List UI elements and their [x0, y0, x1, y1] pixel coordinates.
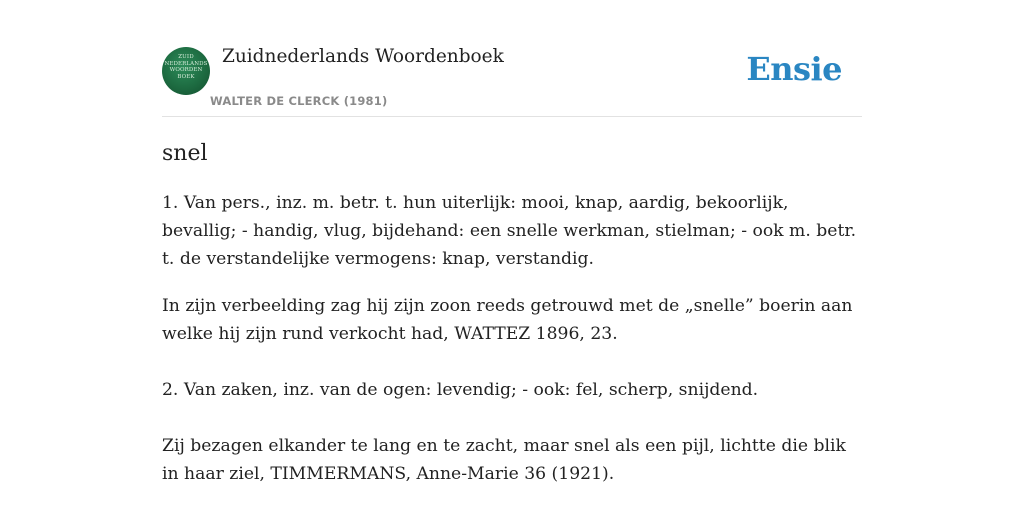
- definition-1: 1. Van pers., inz. m. betr. t. hun uiterlijk: mooi, knap, aardig, bekoorlijk, bevallig; - handig, vlug, bijdehand: een snelle werkman, stielman; - ook m. betr. t. de verstandelijke vermogens: knap, verstandig.: [162, 193, 857, 269]
- dictionary-header: [162, 44, 862, 117]
- entry-content: [162, 136, 862, 488]
- entry-headword: snel: [162, 141, 208, 166]
- dictionary-author: WALTER DE CLERCK (1981): [210, 94, 388, 108]
- logo-line: BOEK: [177, 73, 195, 80]
- logo-text: [162, 54, 210, 80]
- definition-2: 2. Van zaken, inz. van de ogen: levendig; - ook: fel, scherp, snijdend.: [162, 380, 759, 400]
- logo-line: WOORDEN: [169, 67, 203, 73]
- logo-line: ZUID: [178, 54, 194, 60]
- dictionary-logo[interactable]: [162, 47, 210, 95]
- citation-2: Zij bezagen elkander te lang en te zacht, maar snel als een pijl, lichtte die blik in haar ziel, TIMMERMANS, Anne-Marie 36 (1921).: [162, 436, 846, 484]
- ensie-brand-link[interactable]: Ensie: [746, 50, 842, 88]
- logo-line: NEDERLANDS: [164, 60, 208, 67]
- dictionary-title-link[interactable]: Zuidnederlands Woordenboek: [222, 46, 504, 67]
- citation-1: In zijn verbeelding zag hij zijn zoon reeds getrouwd met de „snelle” boerin aan welke hij zijn rund verkocht had, WATTEZ 1896, 23.: [162, 296, 853, 344]
